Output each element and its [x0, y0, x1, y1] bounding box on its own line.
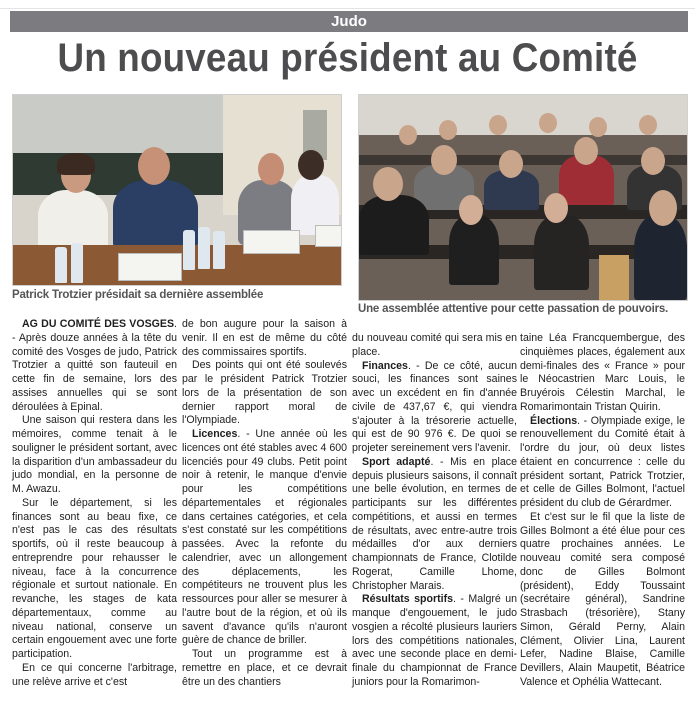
audience-head [544, 193, 568, 223]
bench-row [359, 155, 687, 165]
page-top-rule [0, 8, 695, 9]
audience-head [499, 150, 523, 178]
audience-head [373, 167, 403, 201]
audience-body [359, 195, 429, 255]
paragraph [12, 318, 177, 414]
audience-head [439, 120, 457, 140]
subhead: Licences [192, 428, 238, 440]
person-head [258, 153, 284, 185]
projection-screen [13, 95, 223, 153]
paragraph: En ce qui concerne l'arbitrage, une relève arrive et c'est [12, 661, 177, 688]
audience-head [459, 195, 483, 225]
paragraph: Et c'est sur le fil que la liste de Gilles Bolmont a été élue pour ces quatre prochaines années. Le nouveau comité sera composé donc de Gilles Bolmont (président), Eddy Toussaint (secrétaire général), Sandrine Strasbach (trésorière), Stany Simon, Gérald Perny, Alain Clément, Olivier Lina, Laurent Lefer, Nadine Blaise, Camille Devillers, Alain Maupetit, Béatrice Valence et Ophélia Wattecant. [520, 510, 685, 688]
paragraph: taine Léa Francquembergue, des cinquièmes places, également aux demi-finales des « France » pour le Néocastrien Marc Louis, le Bruyérois Célestin Marchal, le Romarimontain Tristan Quirin. [520, 332, 685, 413]
paragraph: Sur le département, si les finances sont au beau fixe, ce n'est pas le cas des résultats sportifs, où il reste beaucoup à entreprendre pour rehausser le niveau, face à la concurrence régionale et surtout nationale. En revanche, les stages de kata départementaux, comme au niveau national, conserve un certain engouement avec une forte participation. [12, 496, 177, 660]
section-rubric: Judo [10, 11, 688, 32]
paragraph: Tout un programme est à remettre en place, et ce devrait être un des chantiers [182, 648, 347, 688]
water-bottle [71, 243, 83, 283]
water-bottle [213, 231, 225, 269]
water-bottle [198, 227, 210, 269]
paragraph: Une saison qui restera dans les mémoires, comme tenait à le souligner le président sortant, avec la disparition d'un ambassadeur du judo mondial, en la personne de M. Awazu. [12, 414, 177, 495]
audience-head [539, 113, 557, 133]
person-head [298, 150, 324, 180]
person-hair [57, 153, 95, 175]
paragraph-text: . - Après douze années à la tête du comité des Vosges de judo, Patrick Trotzier a quitté son fauteuil en cette fin de semaine, lors des assises annuelles qui se sont déroulées à Epinal. [12, 318, 177, 413]
article-column-1 [12, 318, 177, 689]
audience-head [641, 147, 665, 175]
headline: Un nouveau président au Comité [57, 36, 638, 80]
subhead: AG DU COMITÉ DES VOSGES [22, 318, 175, 330]
name-placard [243, 230, 300, 254]
article-column-3 [352, 332, 517, 690]
paragraph-text: . - Malgré un manque d'engouement, le judo vosgien a récolté plusieurs lauriers lors des compétitions nationales, avec une seconde place en demi-finale du championnat de France juniors pour la Romarimon- [352, 593, 518, 688]
water-bottle [55, 247, 67, 283]
audience-head [649, 190, 677, 226]
audience-head [639, 115, 657, 135]
photo-caption-2: Une assemblée attentive pour cette passation de pouvoirs. [358, 303, 669, 315]
paragraph: de bon augure pour la saison à venir. Il en est de même du côté des commissaires sportifs. [182, 318, 347, 358]
blackboard [13, 153, 223, 195]
photo-caption-1: Patrick Trotzier présidait sa dernière assemblée [12, 289, 264, 301]
paragraph-text: . - Olympiade exige, le renouvellement du Comité était à l'ordre du jour, où deux listes étaient en concurrence : celle du président sortant, Patrick Trotzier, et celle de Gilles Bolmont, l'actuel président du club de Gérardmer. [520, 414, 685, 509]
audience-head [489, 115, 507, 135]
photo-panel-table [12, 94, 342, 286]
paragraph-text: . - De ce côté, aucun souci, les finances sont saines avec un excédent en fin d'année civile de 437,67 €, qui viendra s'ajouter à la trésorerie actuelle, qui est de 90 976 €. De quoi se projeter sereinement vers l'avenir. [352, 359, 517, 454]
name-placard [118, 253, 182, 281]
name-placard [315, 225, 342, 247]
paragraph [352, 456, 517, 594]
paragraph [520, 415, 685, 511]
article-column-4 [520, 332, 685, 690]
subhead: Finances [362, 359, 408, 372]
water-bottle [183, 230, 195, 270]
paragraph [352, 360, 517, 456]
subhead: Élections [530, 414, 578, 427]
audience-body [634, 215, 687, 300]
audience-head [431, 145, 457, 175]
audience-head [589, 117, 607, 137]
audience-head [399, 125, 417, 145]
desk-panel [599, 255, 629, 300]
subhead: Résultats sportifs [362, 593, 453, 606]
paragraph [352, 593, 517, 689]
person-head [138, 147, 170, 185]
subhead: Sport adapté [362, 455, 431, 468]
photo-audience [358, 94, 688, 301]
paragraph [182, 428, 347, 648]
paragraph-text: . - Mis en place depuis plusieurs saisons, il connaît une belle évolution, en termes de participants sur les différentes compétitions, et aussi en termes de résultats, avec entre-autre trois médailles d'or aux derniers championnats de France, Clotilde Rogerat, Camille Lhome, Christopher Marais. [352, 455, 517, 592]
audience-body [449, 215, 499, 285]
article-column-2 [182, 318, 347, 689]
paragraph: Des points qui ont été soulevés par le président Patrick Trotzier lors de la présentation de son dernier rapport moral de l'Olympiade. [182, 359, 347, 427]
audience-body [534, 215, 589, 290]
paragraph-text: . - Une année où les licences ont été stables avec 4 600 licenciés pour 49 clubs. Petit point noir à retenir, le manque d'envie pour les compétitions départementales et régionales dans certaines catégories, et cela s'est constaté sur les compétitions passées. Avec la refonte du calendrier, avec un allongement des déplacements, les compétiteurs ne trouvent plus les ressources pour aller se mesurer à l'autre bout de la région, et où ils savent d'avance qu'ils n'auront guère de chance de briller. [182, 428, 347, 647]
paragraph: du nouveau comité qui sera mis en place. [352, 332, 517, 358]
audience-head [574, 137, 598, 165]
